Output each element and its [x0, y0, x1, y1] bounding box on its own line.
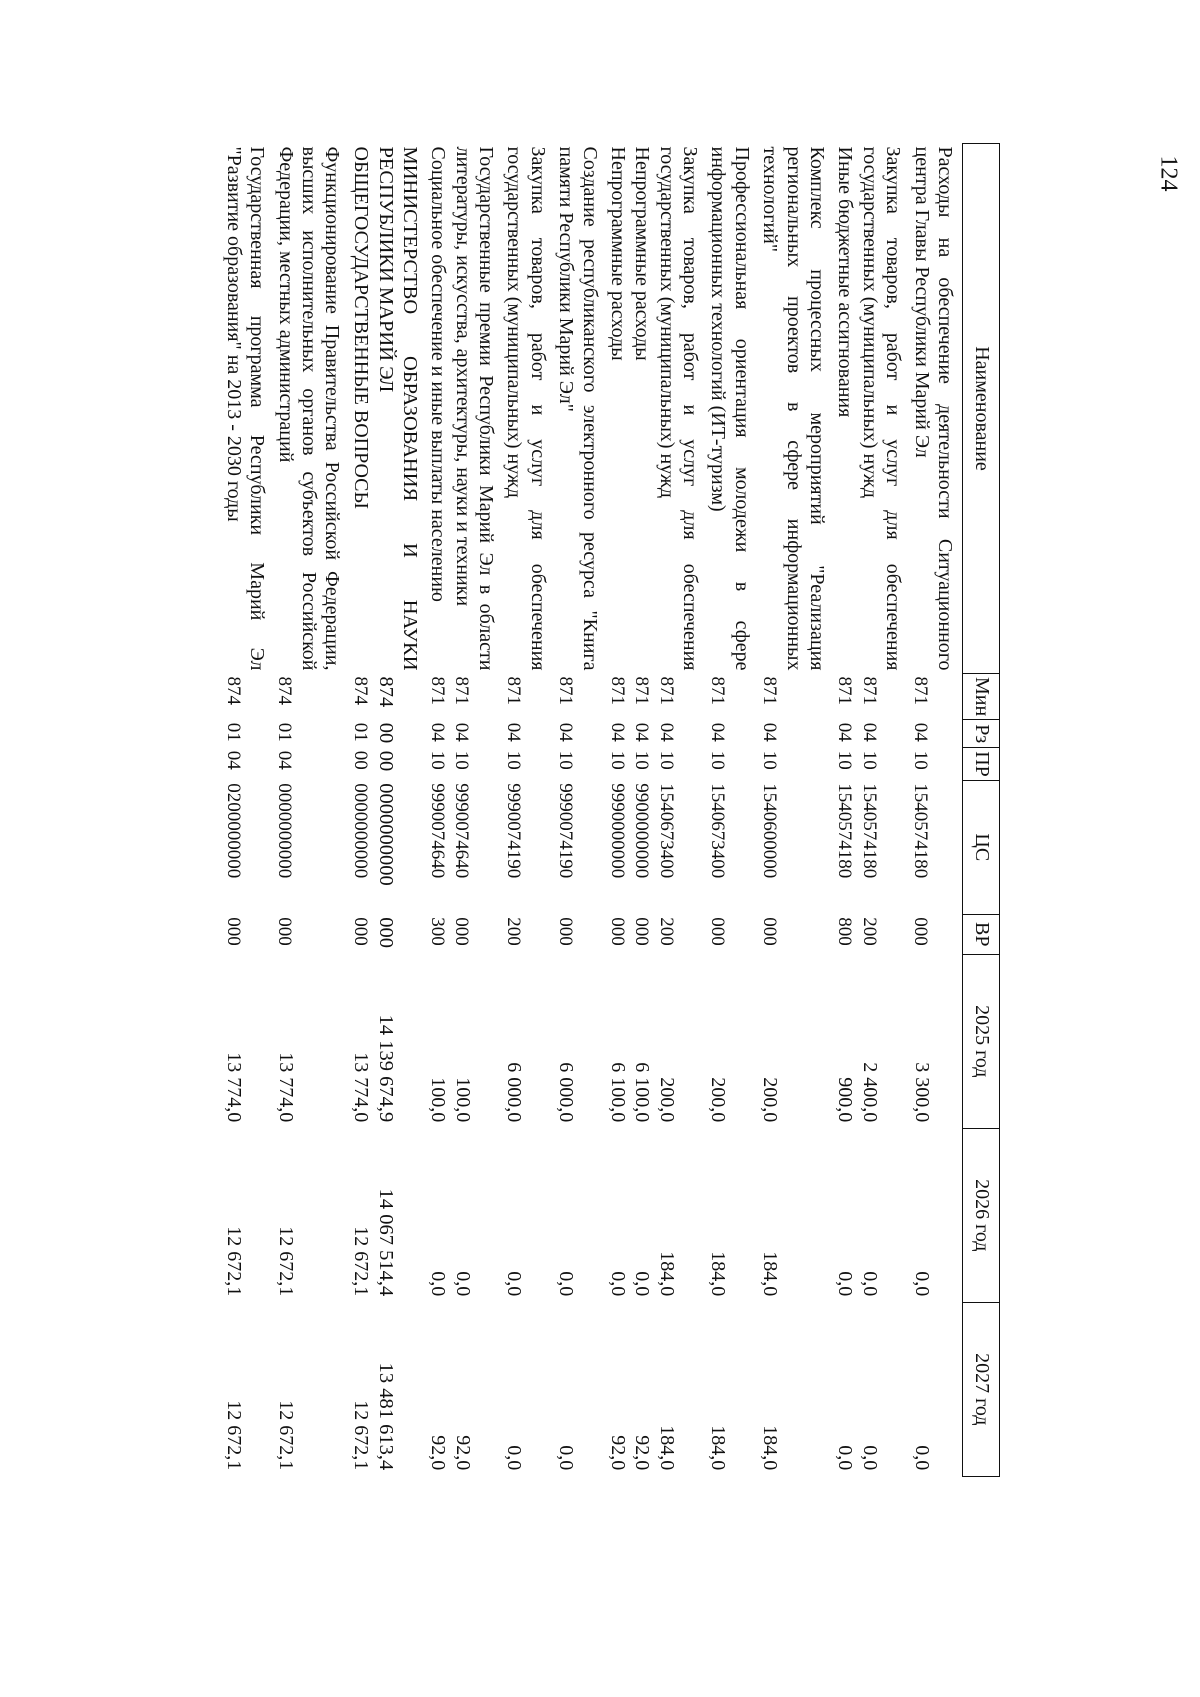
- cell-2027: 0,0: [910, 1445, 933, 1471]
- cell-2027: 0,0: [858, 1445, 881, 1471]
- cell-cs: 0000000000: [349, 783, 371, 879]
- cell-cs: 1540574180: [910, 783, 932, 879]
- cell-2025: 2 400,0: [858, 1062, 881, 1123]
- cell-2025: 13 774,0: [349, 1052, 372, 1123]
- cell-pr: 10: [606, 750, 628, 770]
- cell-pr: 00: [374, 750, 397, 772]
- cell-vr: 000: [451, 917, 473, 946]
- header-pr: ПР: [963, 748, 1000, 781]
- cell-pr: 10: [655, 750, 677, 770]
- table-row: [373, 144, 426, 1477]
- cell-2025: 14 139 674,9: [374, 1014, 397, 1123]
- cell-min: 874: [374, 676, 397, 708]
- cell-name: Профессиональная ориентация молодежи в сфере информационных технологий (ИТ-туризм): [707, 146, 753, 671]
- cell-2025: 200,0: [759, 1077, 782, 1123]
- header-2027: 2027 год: [963, 1302, 1000, 1476]
- cell-min: 871: [503, 676, 525, 705]
- cell-rz: 04: [451, 722, 473, 742]
- cell-name: Закупка товаров, работ и услуг для обеспечения государственных (муниципальных) нужд: [858, 146, 905, 671]
- cell-2027: 92,0: [451, 1435, 474, 1471]
- cell-pr: 00: [349, 750, 371, 770]
- cell-vr: 200: [503, 917, 525, 946]
- cell-cs: 9990000000: [606, 783, 628, 879]
- cell-2025: 100,0: [451, 1077, 474, 1123]
- cell-pr: 10: [759, 750, 781, 770]
- cell-rz: 01: [222, 722, 244, 742]
- cell-2025: 900,0: [834, 1077, 857, 1123]
- cell-rz: 04: [631, 722, 653, 742]
- cell-name: Государственные премии Республики Марий Эл в области литературы, искусства, архитектуры, науки и техники: [451, 146, 497, 671]
- cell-vr: 200: [655, 917, 677, 946]
- cell-2025: 200,0: [707, 1077, 730, 1123]
- cell-min: 874: [222, 676, 244, 705]
- table-row: [502, 144, 554, 1477]
- table-row: [554, 144, 606, 1477]
- cell-name: Закупка товаров, работ и услуг для обеспечения государственных (муниципальных) нужд: [655, 146, 702, 671]
- cell-2025: 13 774,0: [274, 1052, 297, 1123]
- table-row: [706, 144, 758, 1477]
- cell-min: 871: [858, 676, 880, 705]
- cell-min: 871: [655, 676, 677, 705]
- table-row: [857, 144, 909, 1477]
- cell-2026: 0,0: [427, 1271, 450, 1297]
- cell-2025: 6 100,0: [631, 1062, 654, 1123]
- cell-2026: 0,0: [503, 1271, 526, 1297]
- cell-2027: 184,0: [655, 1425, 678, 1471]
- cell-pr: 10: [554, 750, 576, 770]
- cell-cs: 9990074640: [427, 783, 449, 879]
- cell-2027: 0,0: [834, 1445, 857, 1471]
- cell-min: 871: [606, 676, 628, 705]
- cell-2026: 0,0: [631, 1271, 654, 1297]
- cell-rz: 01: [274, 722, 296, 742]
- cell-cs: 0000000000: [274, 783, 296, 879]
- cell-min: 871: [834, 676, 856, 705]
- cell-2027: 184,0: [759, 1425, 782, 1471]
- cell-pr: 10: [707, 750, 729, 770]
- table-row: [348, 144, 372, 1477]
- cell-2025: 6 000,0: [555, 1062, 578, 1123]
- cell-cs: 9990074190: [503, 783, 525, 879]
- cell-cs: 9900000000: [631, 783, 653, 879]
- header-cs: ЦС: [963, 780, 1000, 914]
- cell-name: Непрограммные расходы: [631, 146, 654, 361]
- cell-2026: 0,0: [555, 1271, 578, 1297]
- cell-2025: 200,0: [655, 1077, 678, 1123]
- cell-cs: 0200000000: [222, 783, 244, 879]
- header-2025: 2025 год: [963, 954, 1000, 1128]
- cell-vr: 300: [427, 917, 449, 946]
- cell-vr: 000: [274, 917, 296, 946]
- cell-rz: 04: [503, 722, 525, 742]
- cell-vr: 800: [834, 917, 856, 946]
- header-2026: 2026 год: [963, 1128, 1000, 1302]
- cell-pr: 10: [834, 750, 856, 770]
- cell-2025: 6 100,0: [606, 1062, 629, 1123]
- cell-2026: 12 672,1: [274, 1226, 297, 1297]
- cell-pr: 10: [427, 750, 449, 770]
- table-row: [654, 144, 706, 1477]
- header-rz: Рз: [963, 720, 1000, 748]
- cell-vr: 000: [554, 917, 576, 946]
- table-row: [426, 144, 450, 1477]
- cell-cs: 1540673400: [655, 783, 677, 879]
- cell-rz: 04: [427, 722, 449, 742]
- cell-pr: 04: [222, 750, 244, 770]
- cell-rz: 04: [655, 722, 677, 742]
- cell-name: Расходы на обеспечение деятельности Ситуационного центра Главы Республики Марий Эл: [910, 146, 956, 671]
- cell-cs: 1540574180: [858, 783, 880, 879]
- budget-table: [221, 143, 1000, 1477]
- cell-2027: 184,0: [707, 1425, 730, 1471]
- cell-vr: 000: [707, 917, 729, 946]
- cell-2026: 0,0: [606, 1271, 629, 1297]
- cell-cs: 9990074190: [554, 783, 576, 879]
- cell-name: Функционирование Правительства Российской Федерации, высших исполнительных органов субъектов Российской Федерации, местных администраций: [274, 146, 344, 671]
- table-row: [221, 144, 273, 1477]
- cell-min: 871: [554, 676, 576, 705]
- cell-2027: 0,0: [503, 1445, 526, 1471]
- cell-min: 871: [910, 676, 932, 705]
- header-name: Наименование: [963, 144, 1000, 674]
- table-header-row: [963, 144, 1000, 1477]
- header-vr: ВР: [963, 914, 1000, 954]
- cell-vr: 000: [759, 917, 781, 946]
- cell-cs: 1540574180: [834, 783, 856, 879]
- cell-min: 871: [759, 676, 781, 705]
- cell-2026: 184,0: [655, 1251, 678, 1297]
- cell-pr: 10: [910, 750, 932, 770]
- cell-name: Комплекс процессных мероприятий "Реализация региональных проектов в сфере информационных технологий": [759, 146, 829, 671]
- cell-name: Создание республиканского электронного ресурса "Книга памяти Республики Марий Эл": [555, 146, 601, 671]
- cell-vr: 000: [606, 917, 628, 946]
- header-min: Мин: [963, 674, 1000, 720]
- cell-2026: 12 672,1: [349, 1226, 372, 1297]
- cell-2026: 0,0: [910, 1271, 933, 1297]
- table-row: [833, 144, 857, 1477]
- cell-rz: 04: [707, 722, 729, 742]
- cell-rz: 04: [834, 722, 856, 742]
- cell-pr: 10: [631, 750, 653, 770]
- cell-2027: 13 481 613,4: [374, 1362, 397, 1471]
- cell-2025: 3 300,0: [910, 1062, 933, 1123]
- cell-name: Закупка товаров, работ и услуг для обеспечения государственных (муниципальных) нужд: [503, 146, 549, 671]
- cell-rz: 04: [554, 722, 576, 742]
- cell-vr: 000: [374, 917, 397, 949]
- cell-name: Государственная программа Республики Марий Эл "Развитие образования" на 2013 - 2030 годы: [222, 146, 269, 671]
- table-row: [630, 144, 654, 1477]
- cell-2026: 12 672,1: [222, 1226, 245, 1297]
- cell-name: Непрограммные расходы: [606, 146, 629, 361]
- cell-2027: 12 672,1: [274, 1400, 297, 1471]
- cell-2027: 0,0: [555, 1445, 578, 1471]
- cell-min: 874: [349, 676, 371, 705]
- table-row: [606, 144, 630, 1477]
- cell-min: 871: [707, 676, 729, 705]
- table-row: [273, 144, 348, 1477]
- cell-cs: 0000000000: [374, 783, 397, 886]
- cell-2025: 100,0: [427, 1077, 450, 1123]
- table-row: [758, 144, 833, 1477]
- cell-rz: 04: [910, 722, 932, 742]
- cell-rz: 00: [374, 722, 397, 744]
- cell-rz: 04: [858, 722, 880, 742]
- cell-2026: 14 067 514,4: [374, 1188, 397, 1297]
- cell-name: МИНИСТЕРСТВО ОБРАЗОВАНИЯ И НАУКИ РЕСПУБЛИКИ МАРИЙ ЭЛ: [374, 146, 421, 671]
- cell-vr: 000: [910, 917, 932, 946]
- cell-2027: 12 672,1: [349, 1400, 372, 1471]
- cell-vr: 200: [858, 917, 880, 946]
- cell-min: 871: [427, 676, 449, 705]
- table-row: [909, 144, 962, 1477]
- rotated-page-content: [70, 143, 1000, 1653]
- cell-2026: 0,0: [451, 1271, 474, 1297]
- cell-pr: 04: [274, 750, 296, 770]
- cell-2026: 184,0: [759, 1251, 782, 1297]
- cell-vr: 000: [631, 917, 653, 946]
- cell-2026: 184,0: [707, 1251, 730, 1297]
- cell-2027: 92,0: [606, 1435, 629, 1471]
- cell-name: Иные бюджетные ассигнования: [834, 146, 857, 418]
- cell-2025: 6 000,0: [503, 1062, 526, 1123]
- table-row: [450, 144, 502, 1477]
- cell-2026: 0,0: [858, 1271, 881, 1297]
- cell-name: ОБЩЕГОСУДАРСТВЕННЫЕ ВОПРОСЫ: [349, 146, 372, 509]
- cell-min: 871: [451, 676, 473, 705]
- cell-rz: 04: [606, 722, 628, 742]
- cell-min: 874: [274, 676, 296, 705]
- cell-vr: 000: [222, 917, 244, 946]
- cell-pr: 10: [451, 750, 473, 770]
- cell-name: Социальное обеспечение и иные выплаты населению: [427, 146, 450, 602]
- cell-pr: 10: [858, 750, 880, 770]
- cell-min: 871: [631, 676, 653, 705]
- cell-2027: 12 672,1: [222, 1400, 245, 1471]
- cell-vr: 000: [349, 917, 371, 946]
- cell-2027: 92,0: [631, 1435, 654, 1471]
- cell-2027: 92,0: [427, 1435, 450, 1471]
- cell-2026: 0,0: [834, 1271, 857, 1297]
- cell-rz: 01: [349, 722, 371, 742]
- cell-cs: 1540600000: [759, 783, 781, 879]
- page-number: 124: [1155, 155, 1182, 192]
- cell-2025: 13 774,0: [222, 1052, 245, 1123]
- table-body: [221, 144, 962, 1477]
- cell-cs: 1540673400: [707, 783, 729, 879]
- cell-cs: 9990074640: [451, 783, 473, 879]
- cell-pr: 10: [503, 750, 525, 770]
- cell-rz: 04: [759, 722, 781, 742]
